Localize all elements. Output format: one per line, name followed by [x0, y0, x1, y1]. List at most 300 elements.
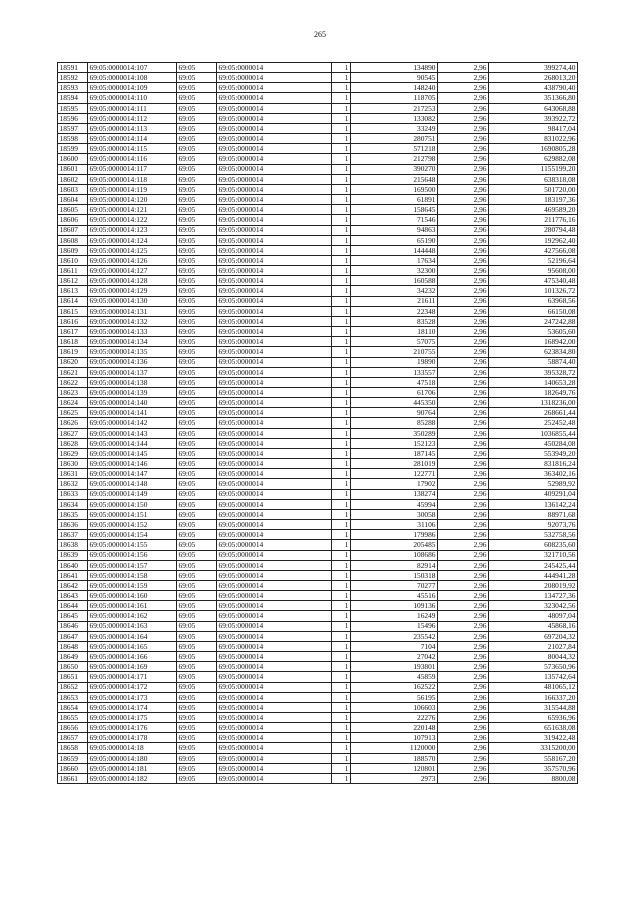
- cadastral-value-cell: 8800,08: [489, 773, 578, 783]
- table-row: [58, 215, 578, 225]
- area-cell: 169500: [351, 184, 438, 194]
- cadastral-value-cell: 831816,24: [489, 459, 578, 469]
- area-cell: 56195: [351, 692, 438, 702]
- rate-cell: 2,96: [438, 418, 489, 428]
- district-code-cell: 69:05: [177, 550, 217, 560]
- district-code-cell: 69:05: [177, 540, 217, 550]
- object-count-cell: 1: [332, 641, 351, 651]
- rate-cell: 2,96: [438, 672, 489, 682]
- cadastral-number-cell: 69:05:0000014:130: [88, 296, 177, 306]
- row-number-cell: 18652: [58, 682, 88, 692]
- row-number-cell: 18616: [58, 316, 88, 326]
- table-row: [58, 63, 578, 73]
- cadastral-value-cell: 245425,44: [489, 560, 578, 570]
- area-cell: 90545: [351, 73, 438, 83]
- district-code-cell: 69:05: [177, 174, 217, 184]
- table-row: [58, 428, 578, 438]
- row-number-cell: 18627: [58, 428, 88, 438]
- object-count-cell: 1: [332, 205, 351, 215]
- district-code-cell: 69:05: [177, 357, 217, 367]
- area-cell: 220148: [351, 723, 438, 733]
- area-cell: 85288: [351, 418, 438, 428]
- quarter-number-cell: 69:05:0000014: [217, 235, 332, 245]
- quarter-number-cell: 69:05:0000014: [217, 641, 332, 651]
- table-row: [58, 174, 578, 184]
- cadastral-number-cell: 69:05:0000014:175: [88, 713, 177, 723]
- object-count-cell: 1: [332, 225, 351, 235]
- row-number-cell: 18592: [58, 73, 88, 83]
- cadastral-number-cell: 69:05:0000014:152: [88, 520, 177, 530]
- table-row: [58, 408, 578, 418]
- object-count-cell: 1: [332, 357, 351, 367]
- quarter-number-cell: 69:05:0000014: [217, 266, 332, 276]
- rate-cell: 2,96: [438, 459, 489, 469]
- area-cell: 235542: [351, 631, 438, 641]
- cadastral-number-cell: 69:05:0000014:169: [88, 662, 177, 672]
- district-code-cell: 69:05: [177, 713, 217, 723]
- rate-cell: 2,96: [438, 144, 489, 154]
- district-code-cell: 69:05: [177, 316, 217, 326]
- cadastral-value-cell: 182649,76: [489, 388, 578, 398]
- rate-cell: 2,96: [438, 255, 489, 265]
- row-number-cell: 18648: [58, 641, 88, 651]
- row-number-cell: 18639: [58, 550, 88, 560]
- row-number-cell: 18661: [58, 773, 88, 783]
- cadastral-value-cell: 168942,00: [489, 337, 578, 347]
- area-cell: 571218: [351, 144, 438, 154]
- area-cell: 17634: [351, 255, 438, 265]
- cadastral-value-cell: 399274,40: [489, 63, 578, 73]
- table-row: [58, 225, 578, 235]
- cadastral-value-cell: 48097,04: [489, 611, 578, 621]
- rate-cell: 2,96: [438, 560, 489, 570]
- quarter-number-cell: 69:05:0000014: [217, 144, 332, 154]
- table-row: [58, 753, 578, 763]
- rate-cell: 2,96: [438, 408, 489, 418]
- quarter-number-cell: 69:05:0000014: [217, 570, 332, 580]
- rate-cell: 2,96: [438, 266, 489, 276]
- row-number-cell: 18640: [58, 560, 88, 570]
- area-cell: 34232: [351, 286, 438, 296]
- district-code-cell: 69:05: [177, 225, 217, 235]
- quarter-number-cell: 69:05:0000014: [217, 357, 332, 367]
- area-cell: 212798: [351, 154, 438, 164]
- object-count-cell: 1: [332, 245, 351, 255]
- quarter-number-cell: 69:05:0000014: [217, 550, 332, 560]
- district-code-cell: 69:05: [177, 773, 217, 783]
- table-row: [58, 134, 578, 144]
- cadastral-number-cell: 69:05:0000014:180: [88, 753, 177, 763]
- row-number-cell: 18602: [58, 174, 88, 184]
- district-code-cell: 69:05: [177, 763, 217, 773]
- table-row: [58, 560, 578, 570]
- cadastral-value-cell: 319422,48: [489, 733, 578, 743]
- rate-cell: 2,96: [438, 154, 489, 164]
- area-cell: 162522: [351, 682, 438, 692]
- table-row: [58, 489, 578, 499]
- quarter-number-cell: 69:05:0000014: [217, 763, 332, 773]
- district-code-cell: 69:05: [177, 154, 217, 164]
- district-code-cell: 69:05: [177, 469, 217, 479]
- cadastral-value-cell: 393922,72: [489, 113, 578, 123]
- table-row: [58, 377, 578, 387]
- quarter-number-cell: 69:05:0000014: [217, 591, 332, 601]
- quarter-number-cell: 69:05:0000014: [217, 205, 332, 215]
- district-code-cell: 69:05: [177, 723, 217, 733]
- object-count-cell: 1: [332, 753, 351, 763]
- district-code-cell: 69:05: [177, 388, 217, 398]
- cadastral-value-cell: 532758,56: [489, 530, 578, 540]
- row-number-cell: 18655: [58, 713, 88, 723]
- object-count-cell: 1: [332, 93, 351, 103]
- cadastral-number-cell: 69:05:0000014:154: [88, 530, 177, 540]
- cadastral-value-cell: 45868,16: [489, 621, 578, 631]
- cadastral-number-cell: 69:05:0000014:110: [88, 93, 177, 103]
- quarter-number-cell: 69:05:0000014: [217, 215, 332, 225]
- quarter-number-cell: 69:05:0000014: [217, 682, 332, 692]
- table-row: [58, 692, 578, 702]
- cadastral-value-cell: 88971,68: [489, 509, 578, 519]
- cadastral-number-cell: 69:05:0000014:124: [88, 235, 177, 245]
- area-cell: 94863: [351, 225, 438, 235]
- area-cell: 18110: [351, 327, 438, 337]
- area-cell: 390270: [351, 164, 438, 174]
- row-number-cell: 18634: [58, 499, 88, 509]
- area-cell: 133082: [351, 113, 438, 123]
- quarter-number-cell: 69:05:0000014: [217, 743, 332, 753]
- object-count-cell: 1: [332, 682, 351, 692]
- object-count-cell: 1: [332, 530, 351, 540]
- district-code-cell: 69:05: [177, 428, 217, 438]
- cadastral-number-cell: 69:05:0000014:156: [88, 550, 177, 560]
- row-number-cell: 18601: [58, 164, 88, 174]
- row-number-cell: 18591: [58, 63, 88, 73]
- cadastral-number-cell: 69:05:0000014:127: [88, 266, 177, 276]
- row-number-cell: 18606: [58, 215, 88, 225]
- row-number-cell: 18598: [58, 134, 88, 144]
- district-code-cell: 69:05: [177, 377, 217, 387]
- row-number-cell: 18638: [58, 540, 88, 550]
- rate-cell: 2,96: [438, 83, 489, 93]
- district-code-cell: 69:05: [177, 367, 217, 377]
- cadastral-value-cell: 481065,12: [489, 682, 578, 692]
- district-code-cell: 69:05: [177, 591, 217, 601]
- cadastral-value-cell: 58874,40: [489, 357, 578, 367]
- district-code-cell: 69:05: [177, 418, 217, 428]
- table-row: [58, 743, 578, 753]
- quarter-number-cell: 69:05:0000014: [217, 509, 332, 519]
- object-count-cell: 1: [332, 560, 351, 570]
- row-number-cell: 18632: [58, 479, 88, 489]
- table-row: [58, 286, 578, 296]
- area-cell: 82914: [351, 560, 438, 570]
- table-row: [58, 164, 578, 174]
- area-cell: 19890: [351, 357, 438, 367]
- district-code-cell: 69:05: [177, 520, 217, 530]
- cadastral-value-cell: 135742,64: [489, 672, 578, 682]
- cadastral-number-cell: 69:05:0000014:131: [88, 306, 177, 316]
- cadastral-number-cell: 69:05:0000014:119: [88, 184, 177, 194]
- area-cell: 148240: [351, 83, 438, 93]
- object-count-cell: 1: [332, 144, 351, 154]
- area-cell: 188570: [351, 753, 438, 763]
- rate-cell: 2,96: [438, 773, 489, 783]
- quarter-number-cell: 69:05:0000014: [217, 672, 332, 682]
- district-code-cell: 69:05: [177, 702, 217, 712]
- area-cell: 90764: [351, 408, 438, 418]
- rate-cell: 2,96: [438, 540, 489, 550]
- object-count-cell: 1: [332, 286, 351, 296]
- rate-cell: 2,96: [438, 123, 489, 133]
- district-code-cell: 69:05: [177, 733, 217, 743]
- quarter-number-cell: 69:05:0000014: [217, 388, 332, 398]
- area-cell: 350289: [351, 428, 438, 438]
- cadastral-value-cell: 52989,92: [489, 479, 578, 489]
- table-row: [58, 499, 578, 509]
- quarter-number-cell: 69:05:0000014: [217, 428, 332, 438]
- rate-cell: 2,96: [438, 662, 489, 672]
- rate-cell: 2,96: [438, 570, 489, 580]
- table-row: [58, 418, 578, 428]
- object-count-cell: 1: [332, 601, 351, 611]
- quarter-number-cell: 69:05:0000014: [217, 225, 332, 235]
- area-cell: 47518: [351, 377, 438, 387]
- object-count-cell: 1: [332, 408, 351, 418]
- table-row: [58, 763, 578, 773]
- rate-cell: 2,96: [438, 113, 489, 123]
- table-row: [58, 184, 578, 194]
- quarter-number-cell: 69:05:0000014: [217, 479, 332, 489]
- quarter-number-cell: 69:05:0000014: [217, 316, 332, 326]
- area-cell: 134890: [351, 63, 438, 73]
- cadastral-value-cell: 80044,32: [489, 652, 578, 662]
- area-cell: 106603: [351, 702, 438, 712]
- district-code-cell: 69:05: [177, 499, 217, 509]
- object-count-cell: 1: [332, 276, 351, 286]
- table-row: [58, 459, 578, 469]
- row-number-cell: 18608: [58, 235, 88, 245]
- district-code-cell: 69:05: [177, 621, 217, 631]
- cadastral-value-cell: 444941,28: [489, 570, 578, 580]
- row-number-cell: 18649: [58, 652, 88, 662]
- table-row: [58, 144, 578, 154]
- district-code-cell: 69:05: [177, 113, 217, 123]
- cadastral-number-cell: 69:05:0000014:163: [88, 621, 177, 631]
- row-number-cell: 18635: [58, 509, 88, 519]
- row-number-cell: 18650: [58, 662, 88, 672]
- area-cell: 179986: [351, 530, 438, 540]
- page-number: 265: [314, 30, 326, 39]
- rate-cell: 2,96: [438, 753, 489, 763]
- cadastral-value-cell: 553949,20: [489, 448, 578, 458]
- row-number-cell: 18617: [58, 327, 88, 337]
- cadastral-number-cell: 69:05:0000014:122: [88, 215, 177, 225]
- cadastral-number-cell: 69:05:0000014:142: [88, 418, 177, 428]
- rate-cell: 2,96: [438, 347, 489, 357]
- table-row: [58, 540, 578, 550]
- object-count-cell: 1: [332, 611, 351, 621]
- area-cell: 7104: [351, 641, 438, 651]
- row-number-cell: 18641: [58, 570, 88, 580]
- cadastral-number-cell: 69:05:0000014:121: [88, 205, 177, 215]
- table-row: [58, 154, 578, 164]
- row-number-cell: 18656: [58, 723, 88, 733]
- table-row: [58, 601, 578, 611]
- area-cell: 15496: [351, 621, 438, 631]
- quarter-number-cell: 69:05:0000014: [217, 662, 332, 672]
- rate-cell: 2,96: [438, 215, 489, 225]
- cadastral-number-cell: 69:05:0000014:151: [88, 509, 177, 519]
- district-code-cell: 69:05: [177, 530, 217, 540]
- district-code-cell: 69:05: [177, 438, 217, 448]
- rate-cell: 2,96: [438, 530, 489, 540]
- table-row: [58, 662, 578, 672]
- object-count-cell: 1: [332, 723, 351, 733]
- cadastral-value-cell: 623834,80: [489, 347, 578, 357]
- rate-cell: 2,96: [438, 93, 489, 103]
- cadastral-value-cell: 98417,04: [489, 123, 578, 133]
- object-count-cell: 1: [332, 154, 351, 164]
- district-code-cell: 69:05: [177, 560, 217, 570]
- object-count-cell: 1: [332, 316, 351, 326]
- object-count-cell: 1: [332, 123, 351, 133]
- cadastral-number-cell: 69:05:0000014:147: [88, 469, 177, 479]
- quarter-number-cell: 69:05:0000014: [217, 692, 332, 702]
- cadastral-number-cell: 69:05:0000014:109: [88, 83, 177, 93]
- table-row: [58, 266, 578, 276]
- object-count-cell: 1: [332, 509, 351, 519]
- row-number-cell: 18626: [58, 418, 88, 428]
- cadastral-value-cell: 351366,80: [489, 93, 578, 103]
- cadastral-value-cell: 268661,44: [489, 408, 578, 418]
- district-code-cell: 69:05: [177, 347, 217, 357]
- quarter-number-cell: 69:05:0000014: [217, 184, 332, 194]
- cadastral-number-cell: 69:05:0000014:144: [88, 438, 177, 448]
- row-number-cell: 18615: [58, 306, 88, 316]
- rate-cell: 2,96: [438, 448, 489, 458]
- row-number-cell: 18625: [58, 408, 88, 418]
- cadastral-value-cell: 469589,20: [489, 205, 578, 215]
- district-code-cell: 69:05: [177, 672, 217, 682]
- object-count-cell: 1: [332, 652, 351, 662]
- table-row: [58, 398, 578, 408]
- object-count-cell: 1: [332, 195, 351, 205]
- row-number-cell: 18610: [58, 255, 88, 265]
- quarter-number-cell: 69:05:0000014: [217, 398, 332, 408]
- row-number-cell: 18630: [58, 459, 88, 469]
- cadastral-value-cell: 315544,88: [489, 702, 578, 712]
- table-row: [58, 245, 578, 255]
- object-count-cell: 1: [332, 296, 351, 306]
- object-count-cell: 1: [332, 377, 351, 387]
- cadastral-value-cell: 52196,64: [489, 255, 578, 265]
- district-code-cell: 69:05: [177, 337, 217, 347]
- area-cell: 21611: [351, 296, 438, 306]
- rate-cell: 2,96: [438, 509, 489, 519]
- area-cell: 45859: [351, 672, 438, 682]
- row-number-cell: 18603: [58, 184, 88, 194]
- rate-cell: 2,96: [438, 286, 489, 296]
- cadastral-value-cell: 134727,36: [489, 591, 578, 601]
- cadastral-number-cell: 69:05:0000014:143: [88, 428, 177, 438]
- cadastral-number-cell: 69:05:0000014:174: [88, 702, 177, 712]
- quarter-number-cell: 69:05:0000014: [217, 438, 332, 448]
- row-number-cell: 18593: [58, 83, 88, 93]
- rate-cell: 2,96: [438, 103, 489, 113]
- cadastral-number-cell: 69:05:0000014:173: [88, 692, 177, 702]
- cadastral-value-table: [57, 62, 578, 784]
- cadastral-number-cell: 69:05:0000014:132: [88, 316, 177, 326]
- district-code-cell: 69:05: [177, 63, 217, 73]
- row-number-cell: 18618: [58, 337, 88, 347]
- cadastral-value-cell: 252452,48: [489, 418, 578, 428]
- row-number-cell: 18624: [58, 398, 88, 408]
- district-code-cell: 69:05: [177, 743, 217, 753]
- cadastral-value-cell: 321710,56: [489, 550, 578, 560]
- area-cell: 65190: [351, 235, 438, 245]
- cadastral-number-cell: 69:05:0000014:155: [88, 540, 177, 550]
- quarter-number-cell: 69:05:0000014: [217, 377, 332, 387]
- object-count-cell: 1: [332, 662, 351, 672]
- district-code-cell: 69:05: [177, 692, 217, 702]
- area-cell: 61706: [351, 388, 438, 398]
- object-count-cell: 1: [332, 580, 351, 590]
- cadastral-number-cell: 69:05:0000014:182: [88, 773, 177, 783]
- table-row: [58, 652, 578, 662]
- area-cell: 45994: [351, 499, 438, 509]
- area-cell: 107913: [351, 733, 438, 743]
- cadastral-number-cell: 69:05:0000014:111: [88, 103, 177, 113]
- object-count-cell: 1: [332, 459, 351, 469]
- object-count-cell: 1: [332, 448, 351, 458]
- table-row: [58, 530, 578, 540]
- district-code-cell: 69:05: [177, 205, 217, 215]
- row-number-cell: 18609: [58, 245, 88, 255]
- cadastral-number-cell: 69:05:0000014:120: [88, 195, 177, 205]
- cadastral-number-cell: 69:05:0000014:140: [88, 398, 177, 408]
- cadastral-number-cell: 69:05:0000014:123: [88, 225, 177, 235]
- cadastral-value-cell: 268013,20: [489, 73, 578, 83]
- area-cell: 160588: [351, 276, 438, 286]
- table-row: [58, 631, 578, 641]
- row-number-cell: 18612: [58, 276, 88, 286]
- table-body: [58, 63, 578, 784]
- object-count-cell: 1: [332, 469, 351, 479]
- rate-cell: 2,96: [438, 398, 489, 408]
- quarter-number-cell: 69:05:0000014: [217, 195, 332, 205]
- row-number-cell: 18621: [58, 367, 88, 377]
- district-code-cell: 69:05: [177, 662, 217, 672]
- rate-cell: 2,96: [438, 195, 489, 205]
- rate-cell: 2,96: [438, 723, 489, 733]
- district-code-cell: 69:05: [177, 652, 217, 662]
- cadastral-value-cell: 101326,72: [489, 286, 578, 296]
- row-number-cell: 18631: [58, 469, 88, 479]
- cadastral-value-cell: 247242,88: [489, 316, 578, 326]
- table-row: [58, 672, 578, 682]
- cadastral-value-cell: 558167,20: [489, 753, 578, 763]
- district-code-cell: 69:05: [177, 245, 217, 255]
- cadastral-value-cell: 831022,96: [489, 134, 578, 144]
- quarter-number-cell: 69:05:0000014: [217, 296, 332, 306]
- quarter-number-cell: 69:05:0000014: [217, 154, 332, 164]
- table-row: [58, 388, 578, 398]
- quarter-number-cell: 69:05:0000014: [217, 611, 332, 621]
- rate-cell: 2,96: [438, 296, 489, 306]
- row-number-cell: 18622: [58, 377, 88, 387]
- district-code-cell: 69:05: [177, 286, 217, 296]
- table-row: [58, 713, 578, 723]
